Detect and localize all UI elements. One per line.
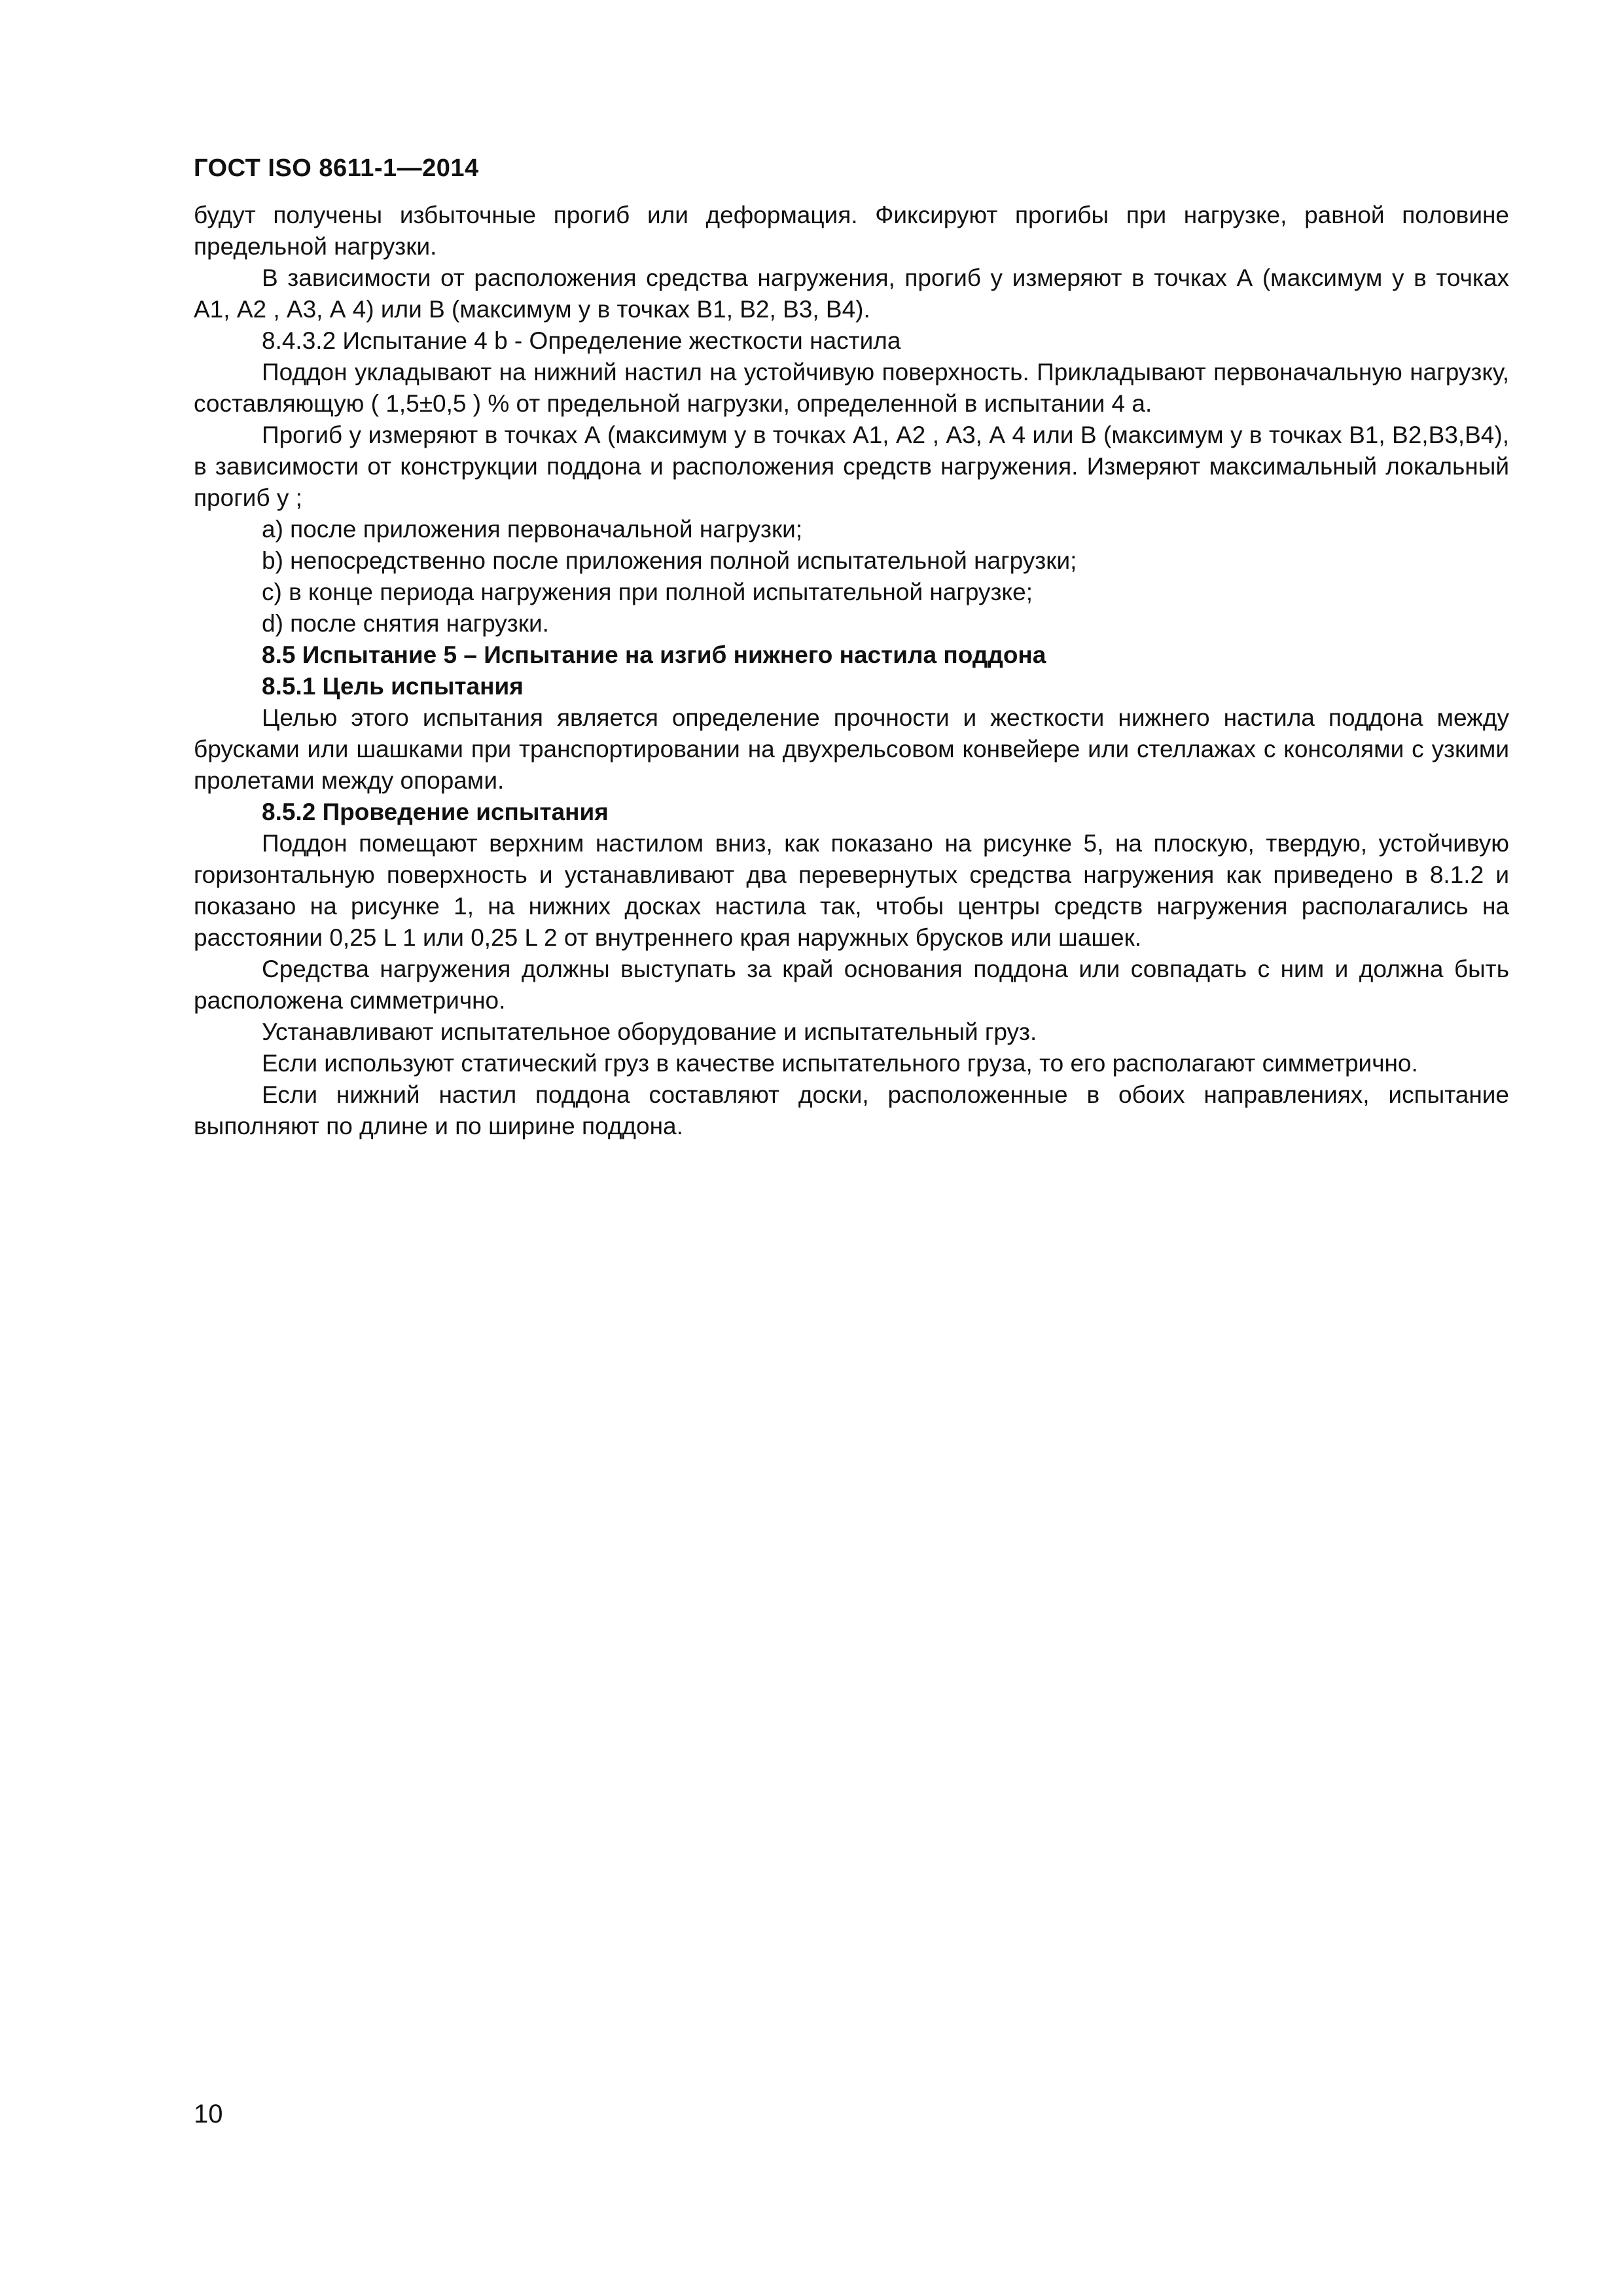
paragraph: Если нижний настил поддона составляют доски, расположенные в обоих направлениях, испытание выполняют по длине и по ширине поддона. (194, 1081, 1509, 1139)
paragraph: Прогиб y измеряют в точках А (максимум y в точках А1, А2 , А3, А 4 или В (максимум y в точках В1, В2,В3,В4), в зависимости от конструкции поддона и расположения средств нагружения. Измеряют максимальный локальный прогиб y ; (194, 422, 1509, 511)
paragraph: В зависимости от расположения средства нагружения, прогиб y измеряют в точках А (максимум y в точках А1, А2 , А3, А 4) или В (максимум y в точках В1, В2, В3, В4). (194, 264, 1509, 323)
list-item: с) в конце периода нагружения при полной испытательной нагрузке; (262, 579, 1033, 605)
paragraph: 8.4.3.2 Испытание 4 b - Определение жесткости настила (262, 327, 901, 354)
paragraph: Поддон помещают верхним настилом вниз, как показано на рисунке 5, на плоскую, твердую, устойчивую горизонтальную поверхность и устанавливают два перевернутых средства нагружения как приведено в 8.1.2 и показано на рисунке 1, на нижних досках настила так, чтобы центры средств нагружения располагались на расстоянии 0,25 L 1 или 0,25 L 2 от внутреннего края наружных брусков или шашек. (194, 830, 1509, 951)
page-number: 10 (194, 2100, 223, 2128)
paragraph: будут получены избыточные прогиб или деформация. Фиксируют прогибы при нагрузке, равной половине предельной нагрузки. (194, 202, 1509, 260)
subsection-heading: 8.5.2 Проведение испытания (262, 798, 609, 825)
list-item: а) после приложения первоначальной нагрузки; (262, 516, 803, 543)
paragraph: Устанавливают испытательное оборудование и испытательный груз. (262, 1018, 1037, 1045)
document-body (194, 200, 1509, 1142)
list-item: d) после снятия нагрузки. (262, 610, 549, 637)
paragraph: Поддон укладывают на нижний настил на устойчивую поверхность. Прикладывают первоначальную нагрузку, составляющую ( 1,5±0,5 ) % от предельной нагрузки, определенной в испытании 4 а. (194, 359, 1509, 417)
subsection-heading: 8.5.1 Цель испытания (262, 673, 524, 700)
paragraph: Средства нагружения должны выступать за край основания поддона или совпадать с ним и должна быть расположена симметрично. (194, 956, 1509, 1014)
paragraph: Целью этого испытания является определение прочности и жесткости нижнего настила поддона между брусками или шашками при транспортировании на двухрельсовом конвейере или стеллажах с консолями с узкими пролетами между опорами. (194, 704, 1509, 794)
paragraph: Если используют статический груз в качестве испытательного груза, то его располагают симметрично. (262, 1050, 1418, 1077)
document-header: ГОСТ ISO 8611-1—2014 (194, 154, 479, 182)
list-item: b) непосредственно после приложения полной испытательной нагрузки; (262, 547, 1077, 574)
section-heading: 8.5 Испытание 5 – Испытание на изгиб нижнего настила поддона (262, 641, 1046, 668)
